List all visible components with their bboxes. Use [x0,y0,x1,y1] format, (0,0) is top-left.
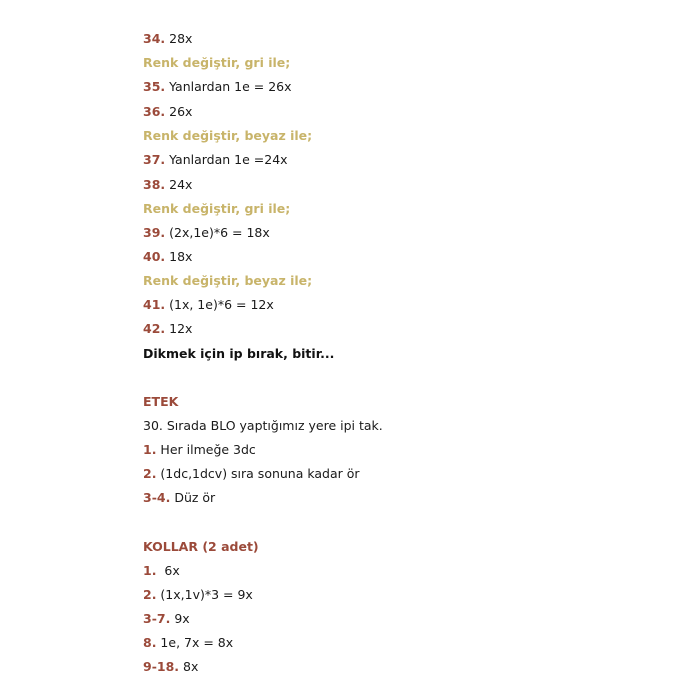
round-34: 34. 28x [143,31,193,46]
kollar-round-2: 2. (1x,1v)*3 = 9x [143,587,253,602]
color-change-note: Renk değiştir, beyaz ile; [143,273,313,288]
etek-intro: 30. Sırada BLO yaptığımız yere ipi tak. [143,418,383,433]
etek-round-3-4: 3-4. Düz ör [143,490,216,505]
color-change-note: Renk değiştir, gri ile; [143,201,291,216]
kollar-round-8: 8. 1e, 7x = 8x [143,635,234,650]
section-title-etek: ETEK [143,394,179,409]
etek-round-1: 1. Her ilmeğe 3dc [143,442,256,457]
kollar-round-9-18: 9-18. 8x [143,659,199,674]
finish-note: Dikmek için ip bırak, bitir... [143,346,335,361]
round-35: 35. Yanlardan 1e = 26x [143,79,292,94]
round-38: 38. 24x [143,177,193,192]
round-39: 39. (2x,1e)*6 = 18x [143,225,270,240]
round-41: 41. (1x, 1e)*6 = 12x [143,297,274,312]
round-37: 37. Yanlardan 1e =24x [143,152,288,167]
round-40: 40. 18x [143,249,193,264]
section-title-kollar: KOLLAR (2 adet) [143,539,259,554]
kollar-round-3-7: 3-7. 9x [143,611,190,626]
round-42: 42. 12x [143,321,193,336]
round-36: 36. 26x [143,104,193,119]
kollar-round-1: 1. 6x [143,563,180,578]
etek-round-2: 2. (1dc,1dcv) sıra sonuna kadar ör [143,466,360,481]
color-change-note: Renk değiştir, gri ile; [143,55,291,70]
color-change-note: Renk değiştir, beyaz ile; [143,128,313,143]
